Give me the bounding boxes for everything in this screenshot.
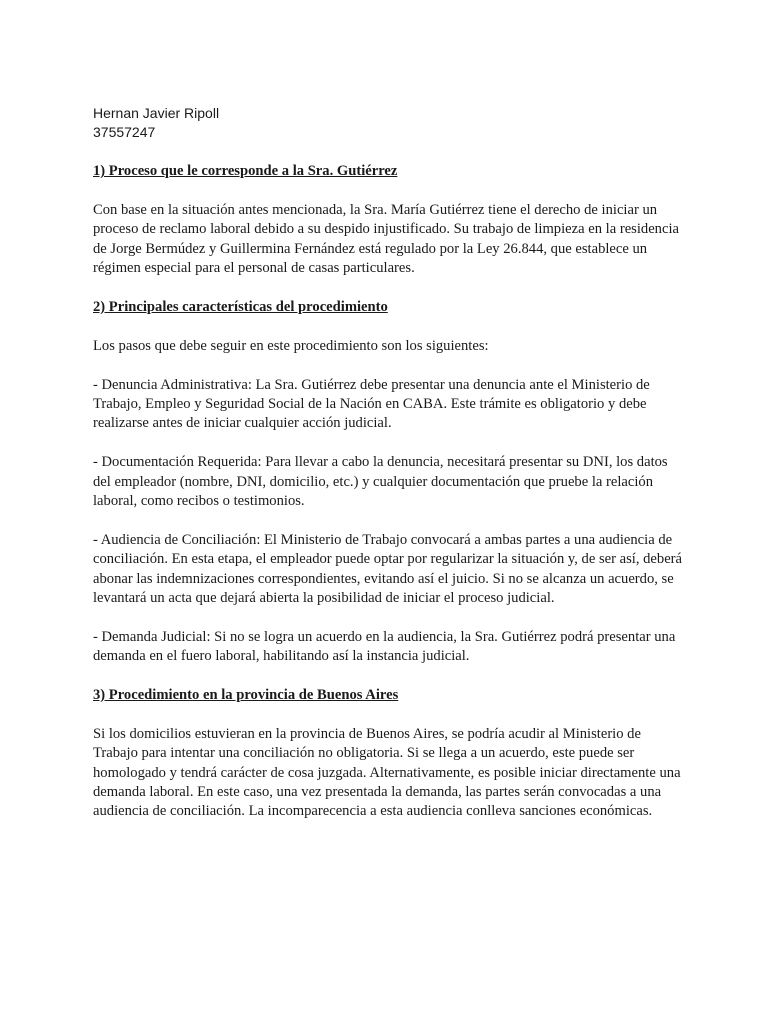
section-1-heading: 1) Proceso que le corresponde a la Sra. Gutiérrez [93,163,398,180]
section-2-step-audiencia: - Audiencia de Conciliación: El Ministerio de Trabajo convocará a ambas partes a una audiencia de conciliación. En esta etapa, el empleador puede optar por regularizar la situación y, de ser así, deberá abonar las indemnizaciones correspondientes, evitando así el juicio. Si no se alcanza un acuerdo, se levantará un acta que dejará abierta la posibilidad de iniciar el proceso judicial. [93,531,683,607]
document-page [93,104,683,822]
author-id-number: 37557247 [93,124,156,141]
author-name: Hernan Javier Ripoll [93,105,220,121]
section-2-step-demanda: - Demanda Judicial: Si no se logra un acuerdo en la audiencia, la Sra. Gutiérrez podrá presentar una demanda en el fuero laboral, habilitando así la instancia judicial. [93,628,676,665]
section-3-heading: 3) Procedimiento en la provincia de Buenos Aires [93,687,399,704]
section-2-step-documentacion: - Documentación Requerida: Para llevar a cabo la denuncia, necesitará presentar su DNI, los datos del empleador (nombre, DNI, domicilio, etc.) y cualquier documentación que pruebe la relación laboral, como recibos o testimonios. [93,454,668,510]
section-1-paragraph-1: Con base en la situación antes mencionada, la Sra. María Gutiérrez tiene el derecho de iniciar un proceso de reclamo laboral debido a su despido injustificado. Su trabajo de limpieza en la residencia de Jorge Bermúdez y Guillermina Fernández está regulado por la Ley 26.844, que establece un régimen especial para el personal de casas particulares. [93,202,679,277]
section-2-intro-paragraph: Los pasos que debe seguir en este procedimiento son los siguientes: [93,337,489,354]
section-2-heading: 2) Principales características del procedimiento [93,299,388,316]
section-3-paragraph-1: Si los domicilios estuvieran en la provincia de Buenos Aires, se podría acudir al Ministerio de Trabajo para intentar una conciliación no obligatoria. Si se llega a un acuerdo, este puede ser homologado y tendrá carácter de cosa juzgada. Alternativamente, es posible iniciar directamente una demanda laboral. En este caso, una vez presentada la demanda, las partes serán convocadas a una audiencia de conciliación. La incomparecencia a esta audiencia conlleva sanciones económicas. [93,725,681,820]
section-2-step-denuncia: - Denuncia Administrativa: La Sra. Gutiérrez debe presentar una denuncia ante el Ministerio de Trabajo, Empleo y Seguridad Social de la Nación en CABA. Este trámite es obligatorio y debe realizarse antes de iniciar cualquier acción judicial. [93,376,650,432]
